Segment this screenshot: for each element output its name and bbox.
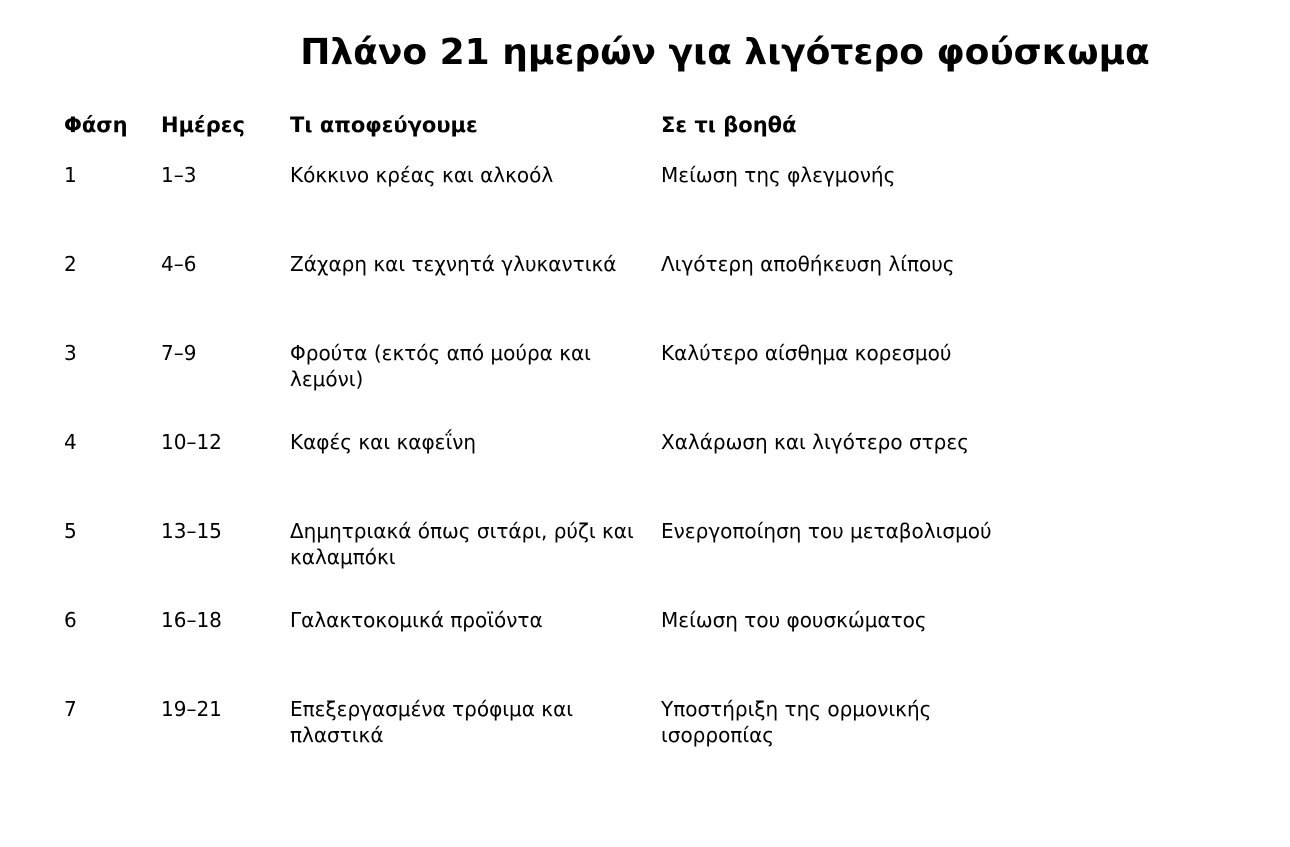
benefit-cell: Χαλάρωση και λιγότερο στρες <box>661 430 969 454</box>
phase-cell: 3 <box>64 341 77 365</box>
phase-cell: 4 <box>64 430 77 454</box>
table-row <box>64 518 1021 607</box>
avoid-cell: Γαλακτοκομικά προϊόντα <box>290 608 543 632</box>
days-cell: 16–18 <box>161 608 222 632</box>
days-cell: 10–12 <box>161 430 222 454</box>
table-row <box>64 696 1021 785</box>
avoid-cell: Κόκκινο κρέας και αλκοόλ <box>290 163 554 187</box>
table-row <box>64 162 1021 251</box>
header-days: Ημέρες <box>161 113 245 137</box>
header-phase: Φάση <box>64 113 128 137</box>
benefit-cell: Μείωση του φουσκώματος <box>661 608 927 632</box>
benefit-cell: Μείωση της φλεγμονής <box>661 163 896 187</box>
avoid-cell: Δημητριακά όπως σιτάρι, ρύζι και καλαμπόκι <box>290 519 634 569</box>
phase-cell: 6 <box>64 608 77 632</box>
days-cell: 1–3 <box>161 163 197 187</box>
header-avoid: Τι αποφεύγουμε <box>290 113 478 137</box>
avoid-cell: Φρούτα (εκτός από μούρα και λεμόνι) <box>290 341 591 391</box>
days-cell: 4–6 <box>161 252 197 276</box>
phase-cell: 2 <box>64 252 77 276</box>
plan-table <box>64 112 1021 785</box>
days-cell: 7–9 <box>161 341 197 365</box>
benefit-cell: Λιγότερη αποθήκευση λίπους <box>661 252 955 276</box>
days-cell: 19–21 <box>161 697 222 721</box>
table-row <box>64 340 1021 429</box>
phase-cell: 7 <box>64 697 77 721</box>
benefit-cell: Καλύτερο αίσθημα κορεσμού <box>661 341 952 365</box>
table-header-row <box>64 112 1021 162</box>
table-row <box>64 607 1021 696</box>
phase-cell: 1 <box>64 163 77 187</box>
benefit-cell: Υποστήριξη της ορμονικής ισορροπίας <box>661 697 932 747</box>
header-benefit: Σε τι βοηθά <box>661 113 797 137</box>
avoid-cell: Ζάχαρη και τεχνητά γλυκαντικά <box>290 252 617 276</box>
benefit-cell: Ενεργοποίηση του μεταβολισμού <box>661 519 992 543</box>
phase-cell: 5 <box>64 519 77 543</box>
avoid-cell: Καφές και καφεΐνη <box>290 430 477 454</box>
avoid-cell: Επεξεργασμένα τρόφιμα και πλαστικά <box>290 697 574 747</box>
table-row <box>64 251 1021 340</box>
table-row <box>64 429 1021 518</box>
page-title: Πλάνο 21 ημερών για λιγότερο φούσκωμα <box>300 32 1150 73</box>
days-cell: 13–15 <box>161 519 222 543</box>
